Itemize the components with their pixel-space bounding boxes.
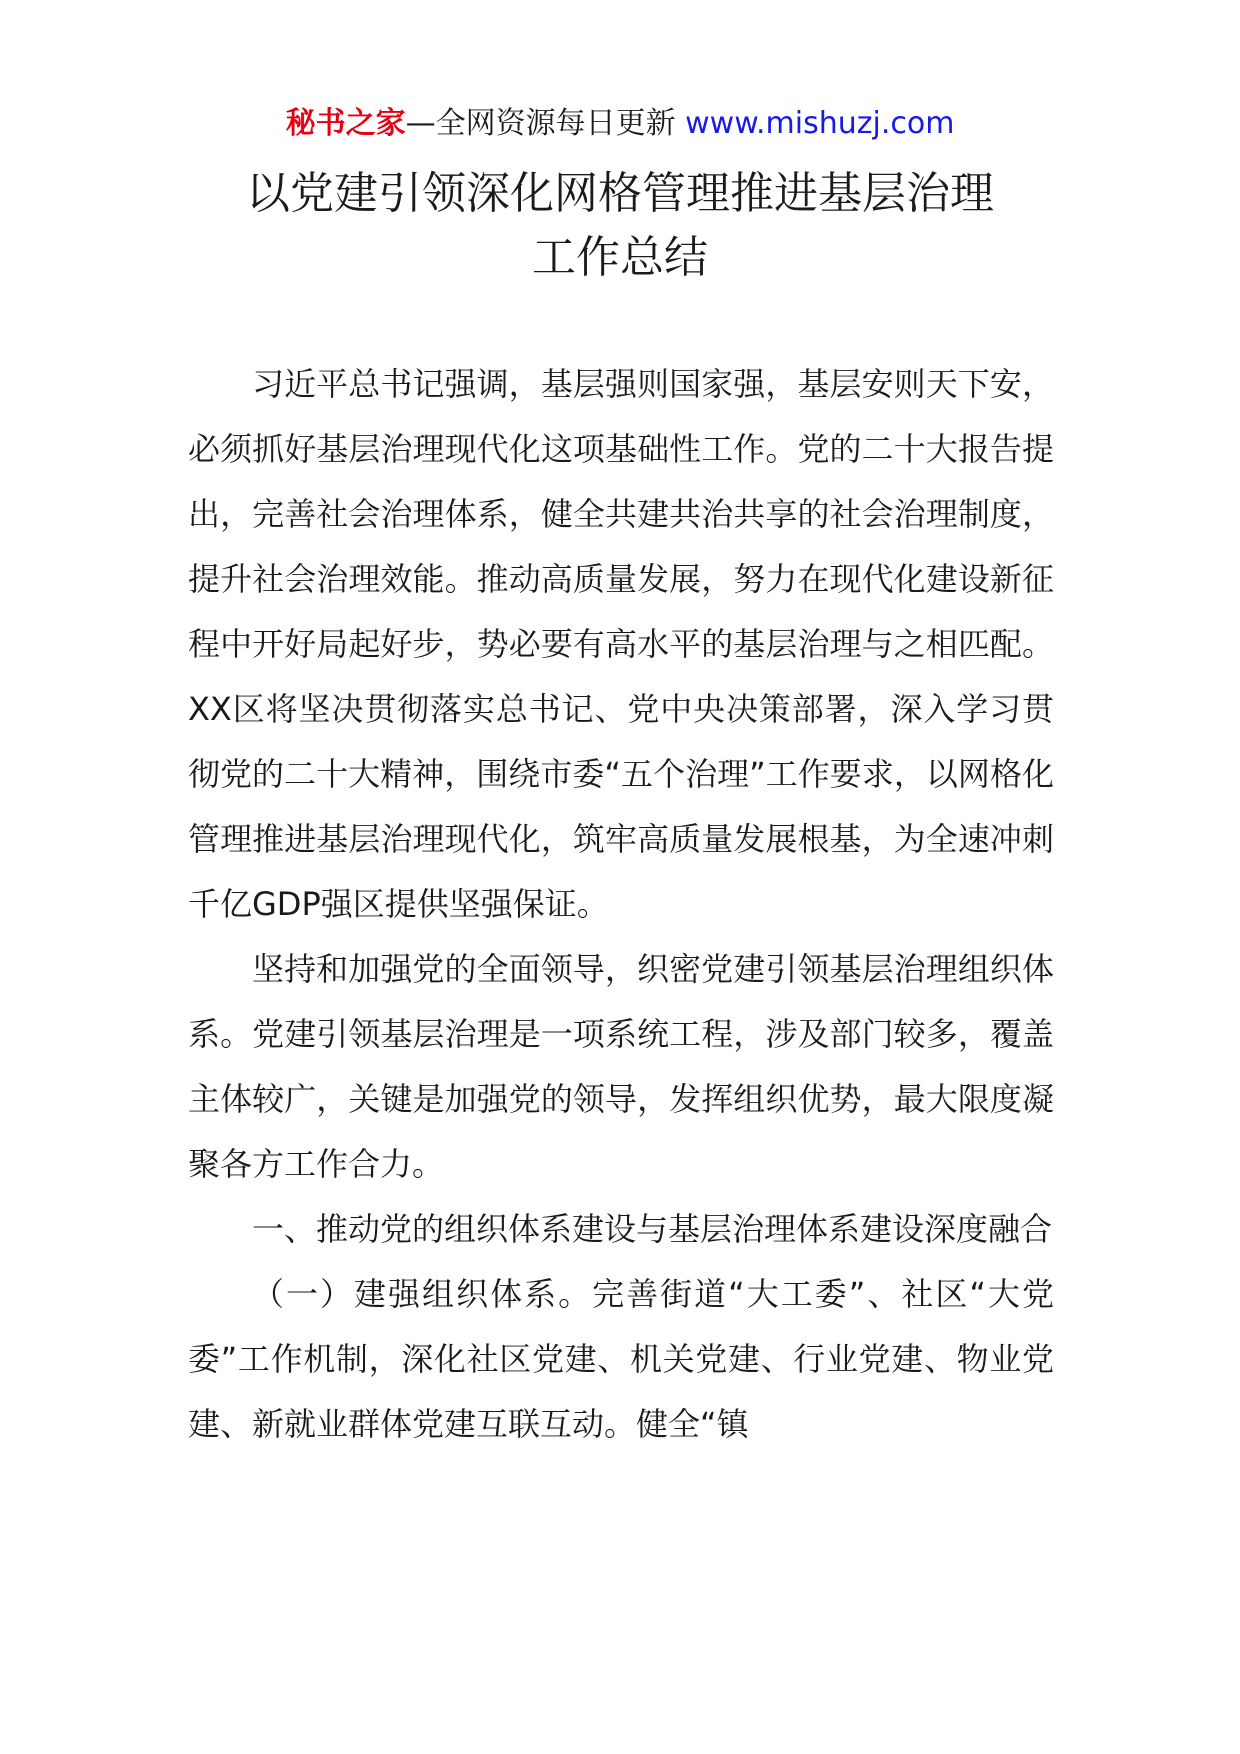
body-paragraph-leadership: 坚持和加强党的全面领导，织密党建引领基层治理组织体系。党建引领基层治理是一项系统工程，涉及部门较多，覆盖主体较广，关键是加强党的领导，发挥组织优势，最大限度凝聚各方工作合力。 [188, 950, 1054, 1183]
document-title [0, 162, 1240, 290]
header-tagline: —全网资源每日更新 [405, 106, 686, 141]
body-paragraph-organization: （一）建强组织体系。完善街道“大工委”、社区“大党委”工作机制，深化社区党建、机关党建、行业党建、物业党建、新就业群体党建互联互动。健全“镇 [188, 1275, 1054, 1443]
site-header [0, 100, 1240, 148]
header-brand: 秘书之家 [285, 106, 406, 141]
header-url-link[interactable]: www.mishuzj.com [685, 106, 955, 141]
section-heading-1: 一、推动党的组织体系建设与基层治理体系建设深度融合 [252, 1210, 1053, 1248]
body-paragraph-intro: 习近平总书记强调，基层强则国家强，基层安则天下安，必须抓好基层治理现代化这项基础性工作。党的二十大报告提出，完善社会治理体系，健全共建共治共享的社会治理制度，提升社会治理效能。推动高质量发展，努力在现代化建设新征程中开好局起好步，势必要有高水平的基层治理与之相匹配。XX区将坚决贯彻落实总书记、党中央决策部署，深入学习贯彻党的二十大精神，围绕市委“五个治理”工作要求，以网格化管理推进基层治理现代化，筑牢高质量发展根基，为全速冲刺千亿GDP强区提供坚强保证。 [188, 365, 1054, 923]
document-title-line-2: 工作总结 [532, 232, 708, 283]
document-body [188, 352, 1054, 1457]
document-title-line-1: 以党建引领深化网格管理推进基层治理 [246, 168, 994, 219]
